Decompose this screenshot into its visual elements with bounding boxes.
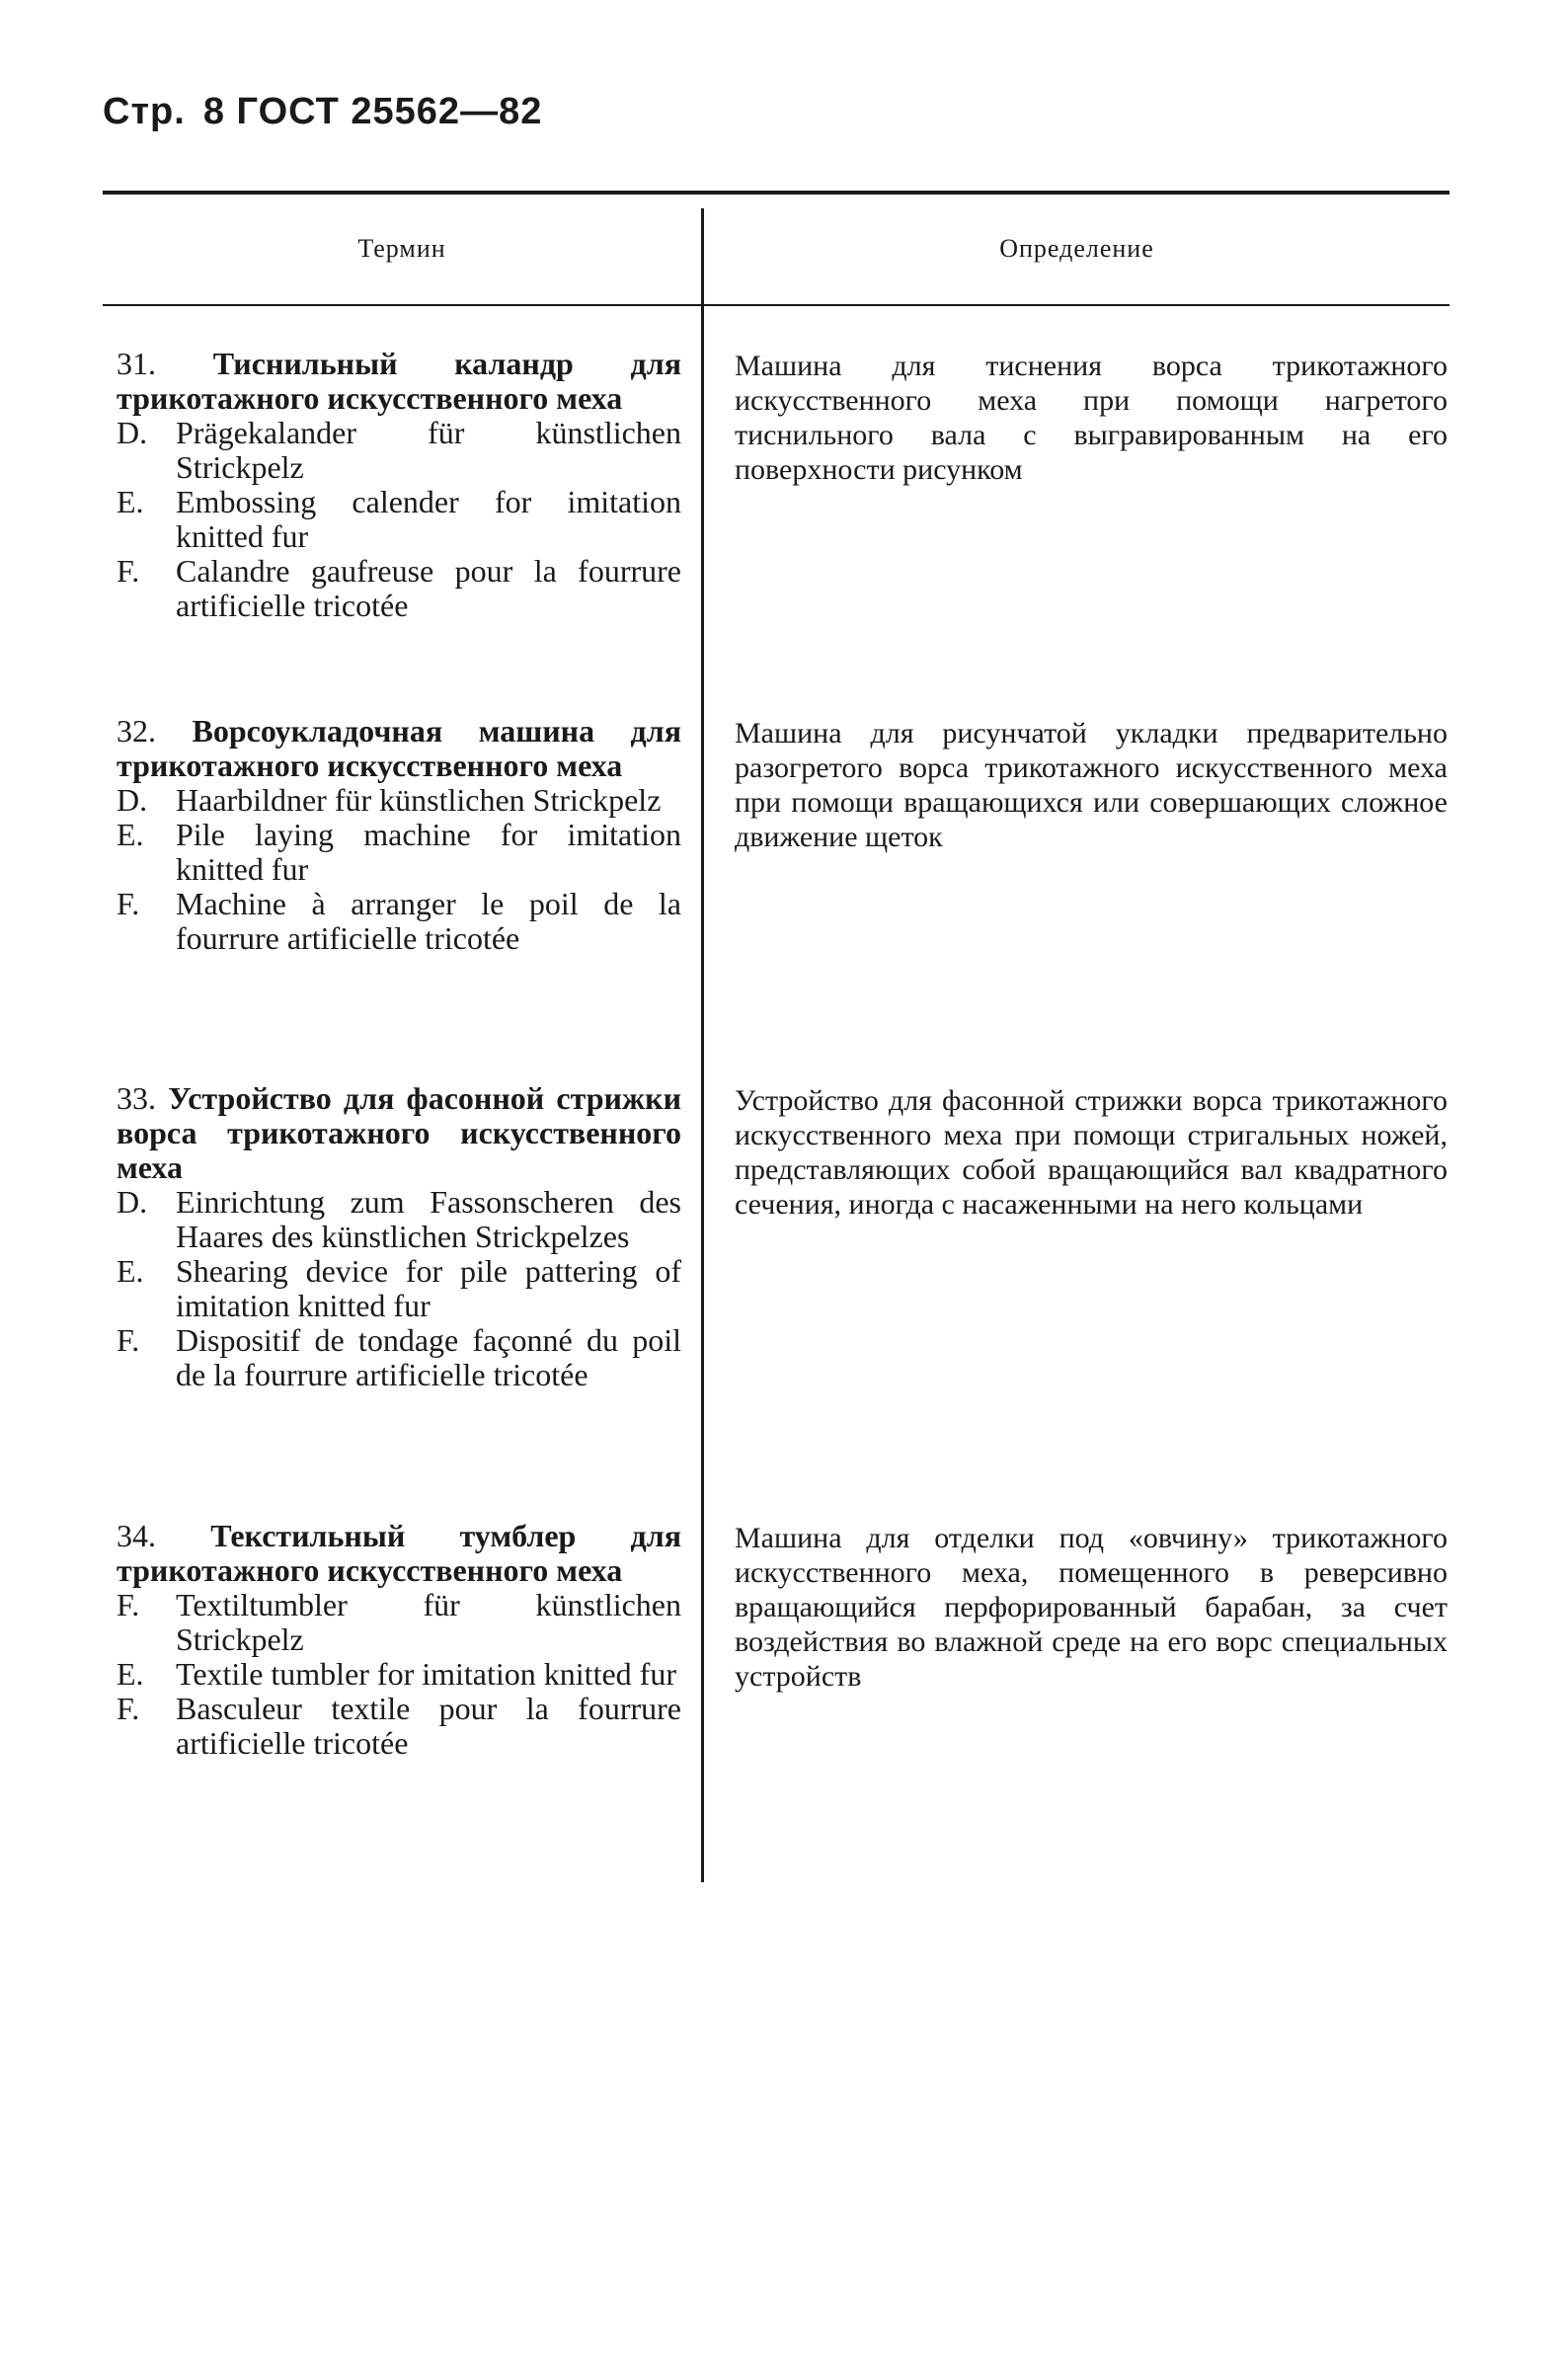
foreign-term: Textile tumbler for imitation knitted fur	[176, 1656, 676, 1692]
lang-code: D.	[117, 782, 148, 818]
foreign-term: Embossing calender for imitation knitted fur	[176, 484, 681, 554]
column-header-term: Термин	[357, 234, 446, 263]
lang-code: F.	[117, 1587, 140, 1622]
term-russian	[117, 714, 681, 783]
term-french	[117, 1323, 681, 1392]
term-number: 32.	[117, 713, 156, 749]
term-german	[117, 416, 681, 485]
foreign-term: Einrichtung zum Fassonscheren des Haares des künstlichen Strickpelzes	[176, 1184, 681, 1254]
standard-designation: ГОСТ 25562—82	[236, 91, 543, 132]
term-english	[117, 1657, 681, 1692]
term-cell	[117, 714, 681, 956]
term-english	[117, 1254, 681, 1323]
lang-code: F.	[117, 886, 140, 921]
lang-code: F.	[117, 1691, 140, 1726]
term-russian	[117, 1519, 681, 1588]
foreign-term: Pile laying machine for imitation knitted fur	[176, 817, 681, 887]
lang-code: E.	[117, 484, 144, 519]
term-english	[117, 485, 681, 554]
column-divider	[701, 208, 704, 1882]
definition-cell: Машина для отделки под «овчину» трикотажного искусственного меха, помещенного в реверсивно вращающийся перфорированный барабан, за счет воздействия во влажной среде на его ворс специальных устройств	[735, 1522, 1448, 1693]
terms-table	[103, 191, 1450, 1884]
lang-code: D.	[117, 415, 148, 450]
foreign-term: Calandre gaufreuse pour la fourrure artificielle tricotée	[176, 553, 681, 623]
term-cell	[117, 1081, 681, 1392]
term-title: Текстильный тумблер для трикотажного искусственного меха	[117, 1518, 681, 1588]
definition-cell: Устройство для фасонной стрижки ворса трикотажного искусственного меха при помощи стригальных ножей, представляющих собой вращающийся вал квадратного сечения, иногда с насаженными на него кольцами	[735, 1084, 1448, 1221]
term-german	[117, 1588, 681, 1657]
column-header-definition: Определение	[999, 234, 1154, 263]
lang-code: F.	[117, 1322, 140, 1358]
term-number: 31.	[117, 346, 156, 381]
table-header-rule	[103, 304, 1450, 306]
foreign-term: Haarbildner für künstlichen Strickpelz	[176, 782, 662, 818]
lang-code: E.	[117, 1253, 144, 1289]
term-cell	[117, 1519, 681, 1761]
page-header	[103, 91, 542, 133]
page-number: 8	[202, 91, 225, 132]
term-cell	[117, 347, 681, 623]
term-french	[117, 887, 681, 956]
lang-code: F.	[117, 553, 140, 589]
lang-code: E.	[117, 817, 144, 852]
foreign-term: Textiltumbler für künstlichen Strickpelz	[176, 1587, 681, 1657]
term-number: 33.	[117, 1080, 156, 1116]
term-german	[117, 1185, 681, 1254]
term-title: Ворсоукладочная машина для трикотажного искусственного меха	[117, 713, 681, 783]
definition-cell: Машина для рисунчатой укладки предварительно разогретого ворса трикотажного искусственного меха при помощи вращающихся или совершающих сложное движение щеток	[735, 717, 1448, 853]
foreign-term: Prägekalander für künstlichen Strickpelz	[176, 415, 681, 485]
term-german	[117, 783, 681, 818]
term-number: 34.	[117, 1518, 156, 1553]
term-french	[117, 554, 681, 623]
foreign-term: Dispositif de tondage façonné du poil de la fourrure artificielle tricotée	[176, 1322, 681, 1392]
term-russian	[117, 347, 681, 416]
foreign-term: Basculeur textile pour la fourrure artificielle tricotée	[176, 1691, 681, 1761]
page-label: Стр.	[103, 91, 186, 132]
term-title: Тиснильный каландр для трикотажного искусственного меха	[117, 346, 682, 416]
foreign-term: Machine à arranger le poil de la fourrure artificielle tricotée	[176, 886, 681, 956]
lang-code: E.	[117, 1656, 144, 1692]
term-russian	[117, 1081, 681, 1185]
foreign-term: Shearing device for pile pattering of imitation knitted fur	[176, 1253, 681, 1323]
term-english	[117, 818, 681, 887]
table-top-rule	[103, 191, 1450, 195]
lang-code: D.	[117, 1184, 148, 1220]
term-title: Устройство для фасонной стрижки ворса трикотажного искусственного меха	[117, 1080, 682, 1185]
term-french	[117, 1692, 681, 1761]
definition-cell: Машина для тиснения ворса трикотажного искусственного меха при помощи нагретого тиснильного вала с выгравированным на его поверхности рисунком	[735, 350, 1448, 486]
